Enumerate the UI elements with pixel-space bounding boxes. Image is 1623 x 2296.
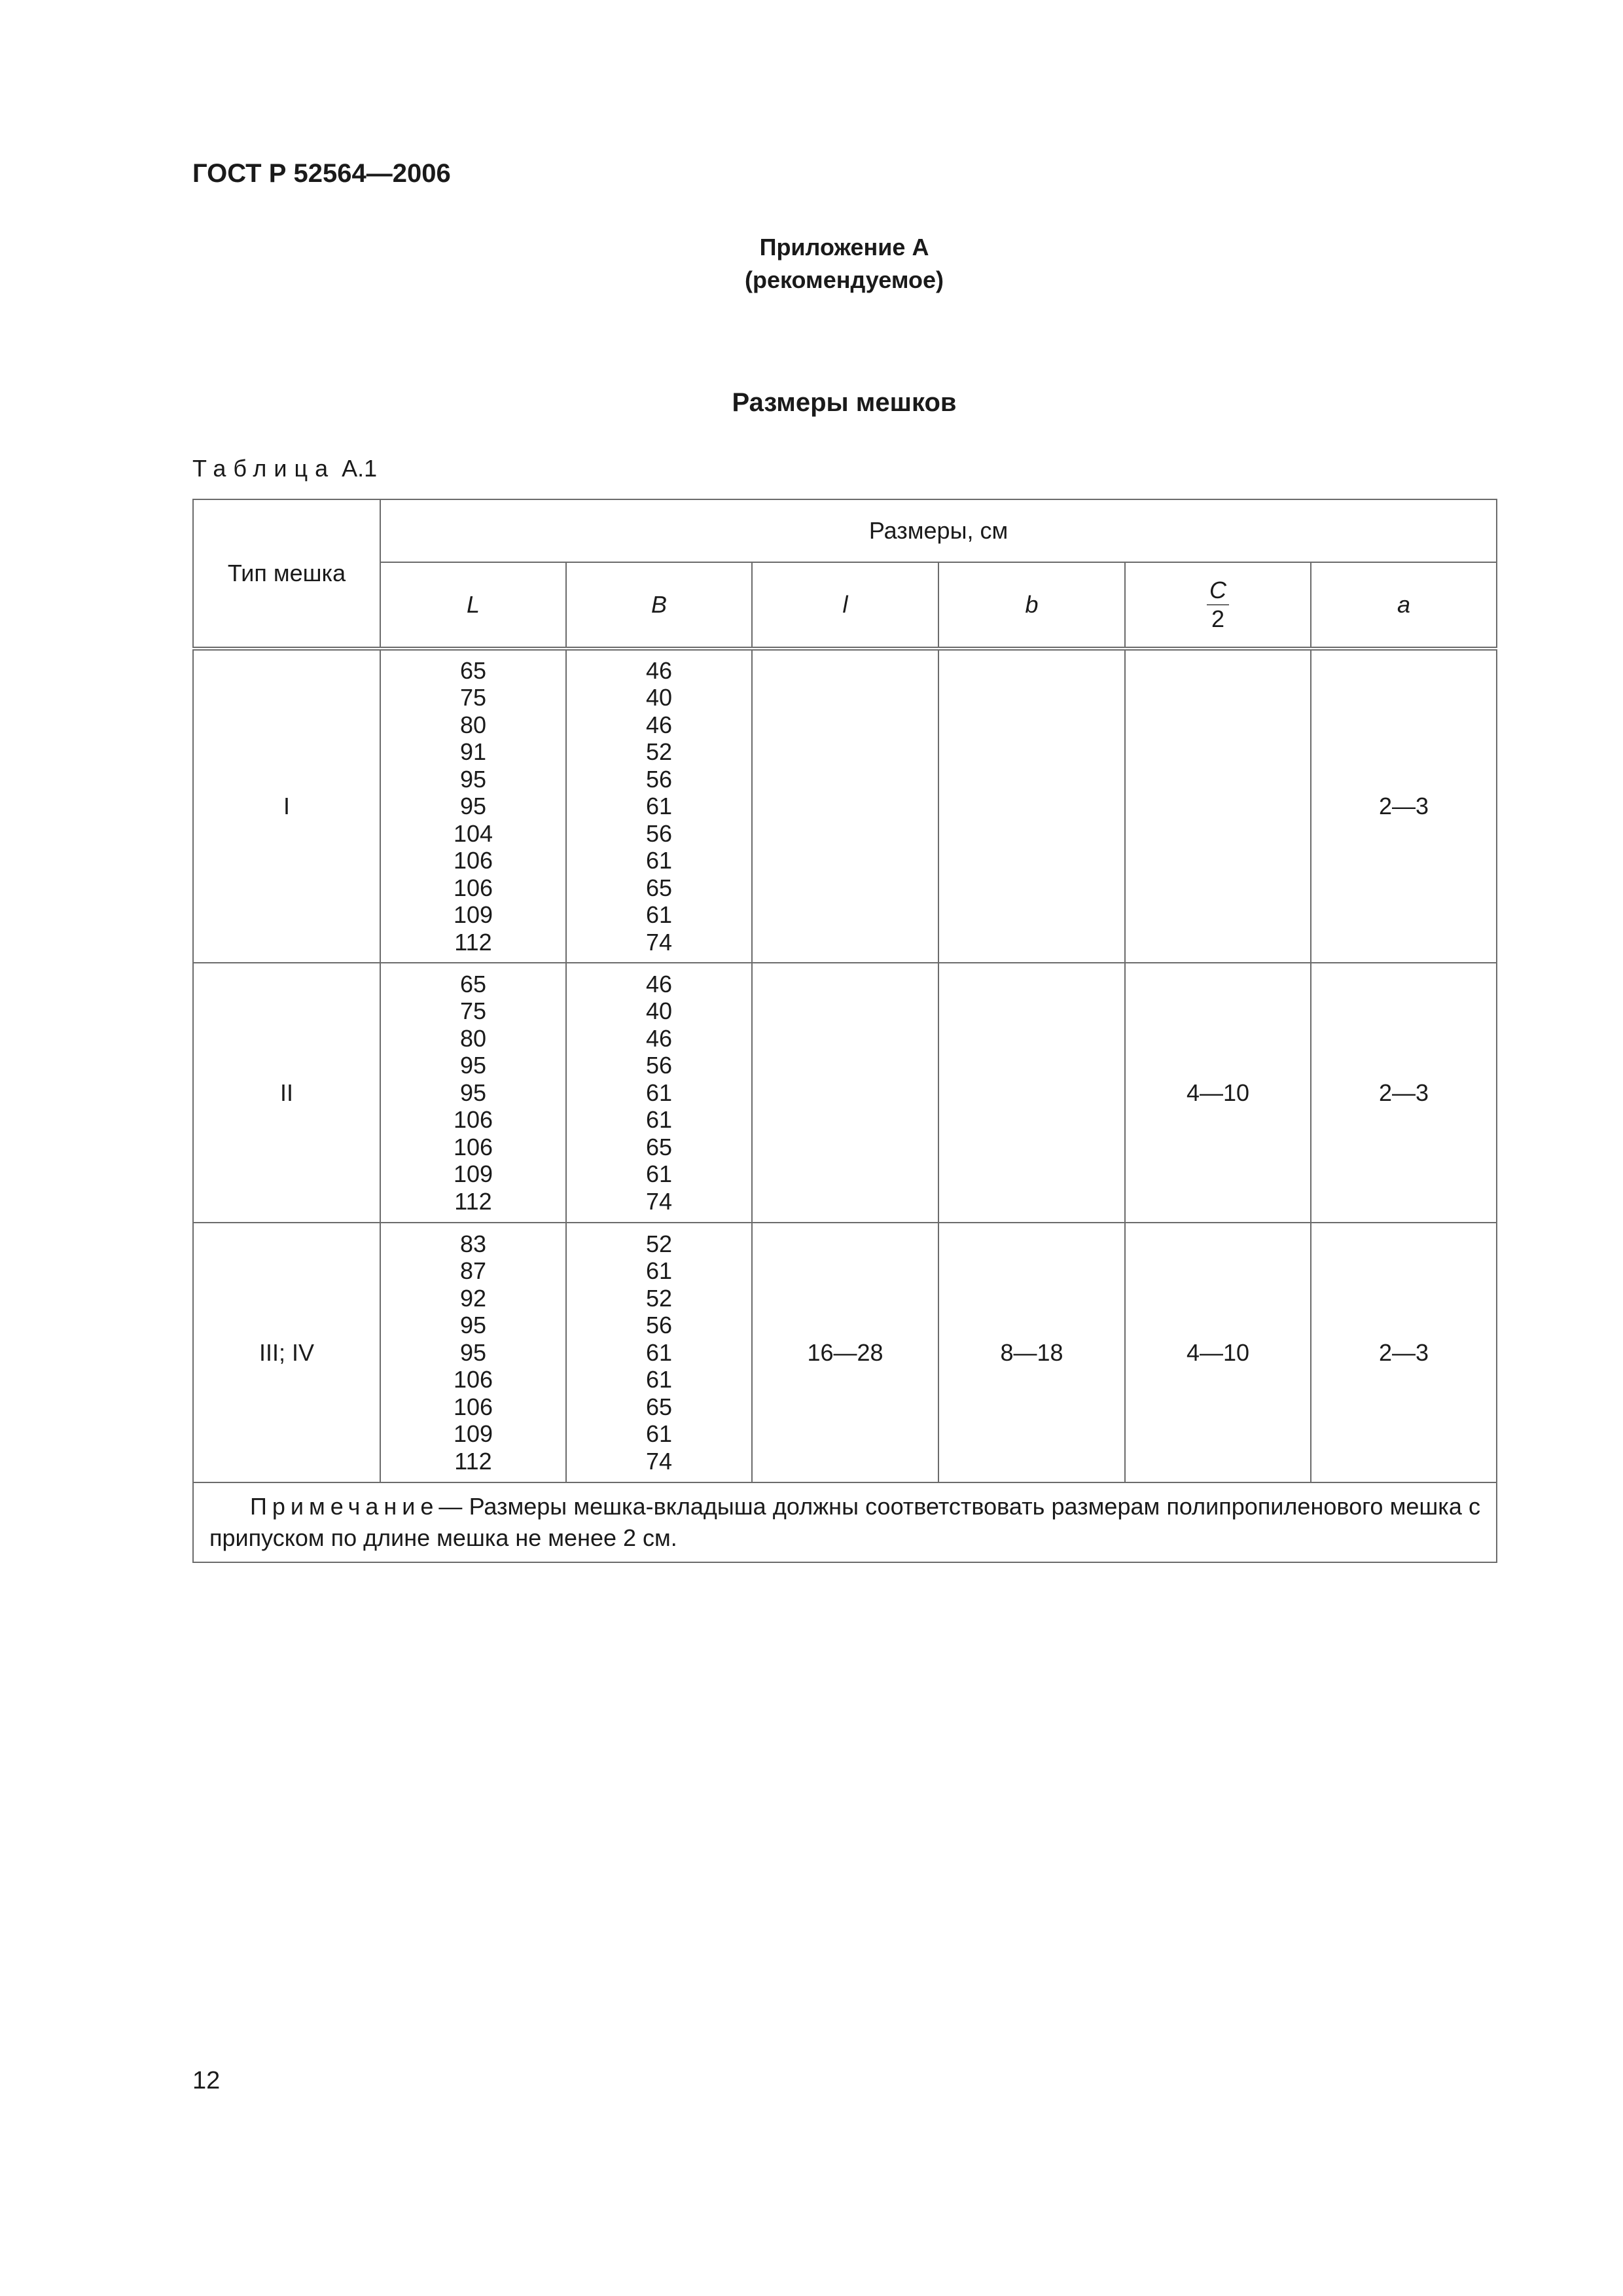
col-header-c-half bbox=[1125, 562, 1311, 649]
cell-value: 61 bbox=[645, 847, 673, 874]
fraction bbox=[1207, 577, 1229, 633]
cell-value: 74 bbox=[645, 1187, 673, 1215]
cell-a: 2—3 bbox=[1311, 1223, 1497, 1482]
cell-value: 46 bbox=[645, 1024, 673, 1052]
value-stack bbox=[567, 657, 751, 956]
group-header-sizes: Размеры, см bbox=[380, 499, 1497, 562]
cell-type: II bbox=[193, 963, 380, 1223]
cell-value: 80 bbox=[459, 711, 487, 738]
cell-value: 109 bbox=[453, 901, 493, 929]
cell-value: 61 bbox=[645, 1257, 673, 1285]
cell-value: 61 bbox=[645, 1160, 673, 1188]
cell-value: 106 bbox=[453, 1393, 493, 1420]
cell-value: 61 bbox=[645, 793, 673, 820]
cell-value: 52 bbox=[645, 1230, 673, 1257]
cell-value: 75 bbox=[459, 997, 487, 1025]
cell-b: 8—18 bbox=[938, 1223, 1125, 1482]
cell-value: 106 bbox=[453, 847, 493, 874]
cell-value: 95 bbox=[459, 1338, 487, 1366]
cell-value: 75 bbox=[459, 684, 487, 711]
note-text: — Размеры мешка-вкладыша должны соответствовать размерам полипропиленового мешка с припуском по длине мешка не менее 2 см. bbox=[209, 1493, 1481, 1551]
cell-value: 61 bbox=[645, 901, 673, 929]
cell-c-half: 4—10 bbox=[1125, 963, 1311, 1223]
cell-value: 95 bbox=[459, 1312, 487, 1339]
cell-B bbox=[566, 1223, 752, 1482]
cell-value: 112 bbox=[454, 1447, 492, 1475]
cell-value: 104 bbox=[453, 819, 493, 847]
cell-B bbox=[566, 649, 752, 963]
col-header-l: l bbox=[752, 562, 938, 649]
cell-value: 112 bbox=[454, 928, 492, 956]
page-number: 12 bbox=[192, 2067, 221, 2094]
value-stack bbox=[381, 1230, 565, 1475]
col-header-b: b bbox=[938, 562, 1125, 649]
cell-value: 61 bbox=[645, 1106, 673, 1134]
value-stack bbox=[567, 1230, 751, 1475]
cell-l bbox=[752, 649, 938, 963]
value-stack bbox=[381, 971, 565, 1215]
cell-value: 65 bbox=[645, 874, 673, 901]
appendix-title: Приложение А bbox=[759, 234, 929, 260]
cell-value: 65 bbox=[645, 1133, 673, 1160]
cell-a: 2—3 bbox=[1311, 963, 1497, 1223]
appendix-subtitle: (рекомендуемое) bbox=[745, 266, 944, 293]
table-caption-number: А.1 bbox=[342, 455, 378, 482]
cell-L bbox=[380, 963, 566, 1223]
cell-l: 16—28 bbox=[752, 1223, 938, 1482]
cell-value: 87 bbox=[459, 1257, 487, 1285]
document-id: ГОСТ Р 52564—2006 bbox=[192, 159, 451, 188]
cell-value: 61 bbox=[645, 1079, 673, 1106]
cell-b bbox=[938, 963, 1125, 1223]
cell-type: III; IV bbox=[193, 1223, 380, 1482]
cell-type: I bbox=[193, 649, 380, 963]
col-header-a: a bbox=[1311, 562, 1497, 649]
cell-value: 65 bbox=[459, 970, 487, 997]
sizes-table bbox=[192, 499, 1497, 1563]
cell-value: 83 bbox=[459, 1230, 487, 1257]
cell-L bbox=[380, 649, 566, 963]
cell-value: 80 bbox=[459, 1024, 487, 1052]
cell-value: 56 bbox=[645, 1052, 673, 1079]
cell-value: 106 bbox=[453, 1366, 493, 1393]
cell-value: 61 bbox=[645, 1338, 673, 1366]
cell-value: 56 bbox=[645, 765, 673, 793]
table-note bbox=[193, 1482, 1497, 1562]
table-caption-word: Таблица bbox=[192, 455, 336, 482]
cell-value: 109 bbox=[453, 1420, 493, 1448]
cell-a: 2—3 bbox=[1311, 649, 1497, 963]
cell-c-half: 4—10 bbox=[1125, 1223, 1311, 1482]
cell-value: 65 bbox=[645, 1393, 673, 1420]
cell-value: 106 bbox=[453, 874, 493, 901]
cell-value: 95 bbox=[459, 1079, 487, 1106]
cell-value: 56 bbox=[645, 1312, 673, 1339]
cell-value: 74 bbox=[645, 928, 673, 956]
cell-value: 52 bbox=[645, 738, 673, 766]
appendix-heading bbox=[0, 231, 1623, 296]
table-note-row bbox=[193, 1482, 1497, 1562]
cell-value: 109 bbox=[453, 1160, 493, 1188]
cell-value: 56 bbox=[645, 819, 673, 847]
cell-value: 106 bbox=[453, 1133, 493, 1160]
cell-value: 112 bbox=[454, 1187, 492, 1215]
cell-value: 46 bbox=[645, 711, 673, 738]
row-header-type: Тип мешка bbox=[193, 499, 380, 649]
cell-value: 106 bbox=[453, 1106, 493, 1134]
value-stack bbox=[381, 657, 565, 956]
fraction-denominator: 2 bbox=[1211, 605, 1225, 632]
cell-value: 46 bbox=[645, 970, 673, 997]
cell-value: 40 bbox=[645, 684, 673, 711]
cell-c-half bbox=[1125, 649, 1311, 963]
cell-value: 52 bbox=[645, 1284, 673, 1312]
cell-value: 95 bbox=[459, 793, 487, 820]
table-row bbox=[193, 963, 1497, 1223]
cell-L bbox=[380, 1223, 566, 1482]
cell-value: 40 bbox=[645, 997, 673, 1025]
cell-B bbox=[566, 963, 752, 1223]
cell-l bbox=[752, 963, 938, 1223]
cell-value: 65 bbox=[459, 656, 487, 684]
note-label: Примечание bbox=[250, 1493, 439, 1520]
cell-value: 95 bbox=[459, 1052, 487, 1079]
table-header-row bbox=[193, 499, 1497, 562]
section-title: Размеры мешков bbox=[732, 388, 957, 417]
note-text-block bbox=[209, 1491, 1480, 1554]
cell-value: 74 bbox=[645, 1447, 673, 1475]
cell-value: 95 bbox=[459, 765, 487, 793]
cell-value: 61 bbox=[645, 1366, 673, 1393]
value-stack bbox=[567, 971, 751, 1215]
col-header-L: L bbox=[380, 562, 566, 649]
fraction-numerator: C bbox=[1207, 577, 1229, 605]
cell-value: 61 bbox=[645, 1420, 673, 1448]
col-header-B: B bbox=[566, 562, 752, 649]
table-row bbox=[193, 649, 1497, 963]
cell-b bbox=[938, 649, 1125, 963]
cell-value: 46 bbox=[645, 656, 673, 684]
cell-value: 91 bbox=[459, 738, 487, 766]
table-subheader-row bbox=[193, 562, 1497, 649]
table-row bbox=[193, 1223, 1497, 1482]
cell-value: 92 bbox=[459, 1284, 487, 1312]
table-caption bbox=[192, 455, 377, 482]
